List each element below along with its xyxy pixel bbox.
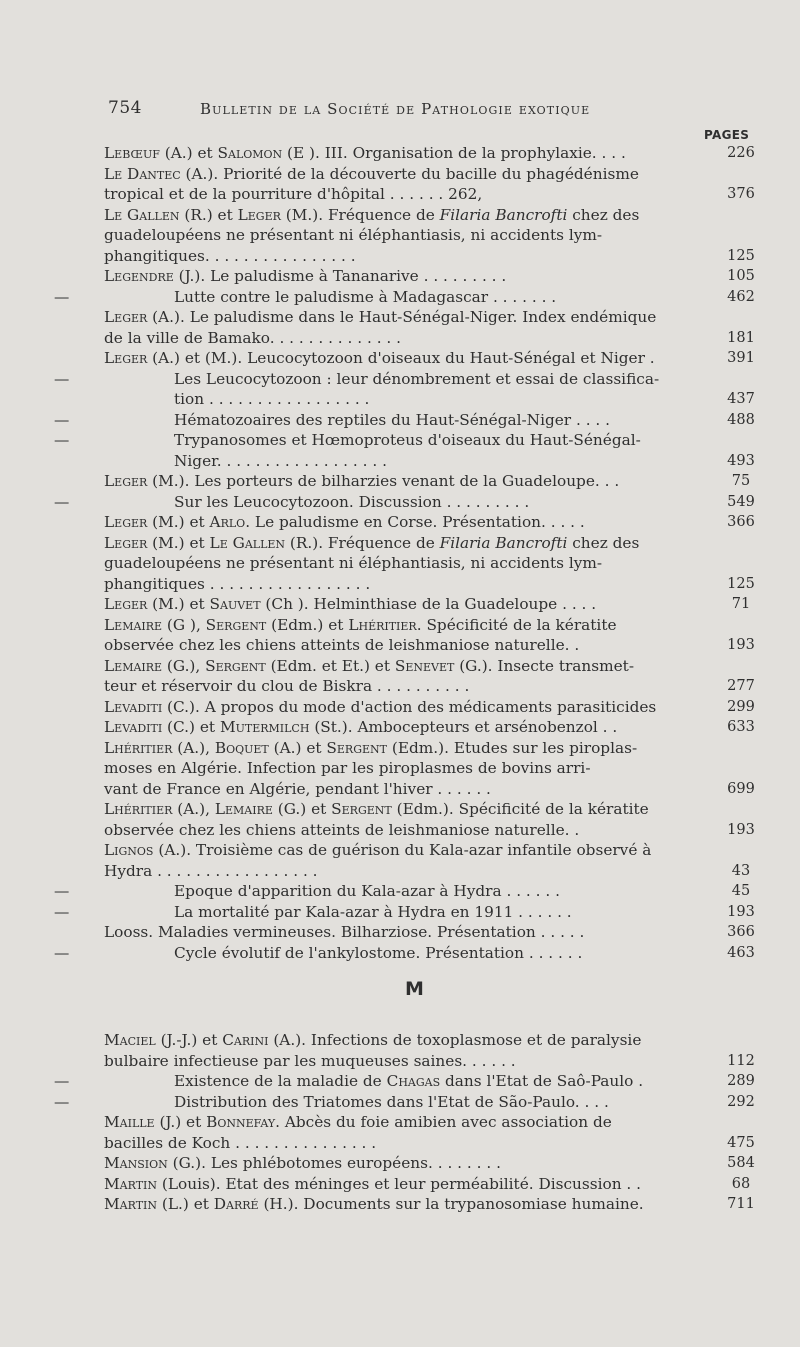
index-entry xyxy=(104,1153,755,1174)
page-reference: 45 xyxy=(731,883,751,899)
running-title: Bulletin de la Société de Pathologie exotique xyxy=(200,100,591,118)
index-entry xyxy=(54,287,755,308)
page-reference: 299 xyxy=(727,698,755,715)
index-entry xyxy=(54,1071,755,1092)
entry-line: Mansion (G.). Les phlébotomes européens. . . . . . . . xyxy=(104,1154,501,1172)
entry-line: tropical et de la pourriture d'hôpital . . . . . . 262, xyxy=(104,185,483,203)
index-entry xyxy=(104,697,755,718)
index-list-l xyxy=(54,143,755,963)
page-reference: 549 xyxy=(727,493,755,510)
entry-line: tion . . . . . . . . . . . . . . . . . xyxy=(174,390,370,408)
section-letter-m: M xyxy=(405,978,424,1000)
index-entry xyxy=(104,1030,755,1071)
entry-line: Lhéritier (A.), Lemaire (G.) et Sergent (Edm.). Spécificité de la kératite xyxy=(104,800,649,818)
page-reference: 43 xyxy=(731,862,751,879)
entry-line: Martin (L.) et Darré (H.). Documents sur la trypanosomiase humaine. xyxy=(104,1195,644,1213)
page-reference: 181 xyxy=(727,329,755,346)
page-reference: 289 xyxy=(727,1073,755,1089)
entry-line: moses en Algérie. Infection par les piroplasmes de bovins arri- xyxy=(104,759,591,777)
index-entry xyxy=(104,348,755,369)
entry-line: Leger (A.) et (M.). Leucocytozoon d'oiseaux du Haut-Sénégal et Niger . xyxy=(104,349,655,367)
page-reference: 475 xyxy=(727,1134,755,1151)
page-reference: 391 xyxy=(727,350,755,366)
entry-line: bacilles de Koch . . . . . . . . . . . . . . . xyxy=(104,1133,377,1152)
index-entry xyxy=(54,369,755,410)
page-reference: 488 xyxy=(727,411,755,428)
entry-line: Trypanosomes et Hœmoproteus d'oiseaux du Haut-Sénégal- xyxy=(174,431,641,449)
page-reference: 68 xyxy=(731,1175,751,1192)
index-entry xyxy=(104,738,755,800)
page-reference: 277 xyxy=(727,678,755,694)
entry-line: Maille (J.) et Bonnefay. Abcès du foie amibien avec association de xyxy=(104,1113,612,1131)
index-entry xyxy=(104,471,751,492)
page-reference: 437 xyxy=(727,391,755,407)
page-reference: 125 xyxy=(727,247,755,264)
page-reference: 193 xyxy=(727,821,755,838)
pages-column-label: PAGES xyxy=(704,128,750,142)
page-reference: 292 xyxy=(727,1093,755,1110)
entry-line: guadeloupéens ne présentant ni éléphantiasis, ni accidents lym- xyxy=(104,226,603,244)
index-entry xyxy=(104,1112,755,1153)
entry-line: Les Leucocytozoon : leur dénombrement et essai de classifica- xyxy=(174,369,660,388)
entry-line: Hématozoaires des reptiles du Haut-Sénégal-Niger . . . . xyxy=(174,410,611,429)
entry-line: de la ville de Bamako. . . . . . . . . . . . . . xyxy=(104,328,402,347)
page-reference: 125 xyxy=(727,575,755,592)
ditto-dash: — xyxy=(54,1092,70,1111)
page-reference: 493 xyxy=(727,452,755,469)
page-reference: 226 xyxy=(727,145,755,161)
ditto-dash: — xyxy=(54,431,70,449)
entry-line: Levaditi (C.). A propos du mode d'action des médicaments parasiticides xyxy=(104,697,657,716)
ditto-dash: — xyxy=(54,287,70,306)
entry-line: vant de France en Algérie, pendant l'hiver . . . . . . xyxy=(104,779,491,798)
entry-line: Leger (M.) et Le Gallen (R.). Fréquence de Filaria Bancrofti chez des xyxy=(104,533,640,552)
ditto-dash: — xyxy=(54,882,70,900)
entry-line: Levaditi (C.) et Mutermilch (St.). Ambocepteurs et arsénobenzol . . xyxy=(104,718,618,736)
entry-line: Le Dantec (A.). Priorité de la découverte du bacille du phagédénisme xyxy=(104,164,639,183)
index-entry xyxy=(54,1092,755,1113)
page-reference: 633 xyxy=(727,719,755,735)
page-reference: 462 xyxy=(727,288,755,305)
page-reference: 463 xyxy=(727,944,755,961)
entry-line: Lignos (A.). Troisième cas de guérison du Kala-azar infantile observé à xyxy=(104,841,652,859)
entry-line: teur et réservoir du clou de Biskra . . . . . . . . . . xyxy=(104,677,470,695)
entry-line: observée chez les chiens atteints de leishmaniose naturelle. . xyxy=(104,636,580,654)
index-entry xyxy=(104,840,751,881)
ditto-dash: — xyxy=(54,410,70,429)
index-entry xyxy=(54,410,755,431)
index-entry xyxy=(104,533,755,595)
index-entry xyxy=(104,307,755,348)
entry-line: Le Gallen (R.) et Leger (M.). Fréquence de Filaria Bancrofti chez des xyxy=(104,205,640,224)
index-entry xyxy=(104,717,755,738)
page-header xyxy=(108,98,688,128)
entry-line: Lemaire (G ), Sergent (Edm.) et Lhéritier. Spécificité de la kératite xyxy=(104,615,617,634)
ditto-dash: — xyxy=(54,369,70,388)
index-entry xyxy=(104,512,755,533)
entry-line: Cycle évolutif de l'ankylostome. Présentation . . . . . . xyxy=(174,943,583,962)
index-entry xyxy=(54,430,755,471)
index-entry xyxy=(104,922,755,943)
page-reference: 112 xyxy=(727,1052,755,1069)
index-entry xyxy=(104,594,751,615)
entry-line: Niger. . . . . . . . . . . . . . . . . . xyxy=(174,451,387,470)
page-reference: 699 xyxy=(727,780,755,797)
entry-line: Leger (M.) et Sauvet (Ch ). Helminthiase de la Guadeloupe . . . . xyxy=(104,595,597,613)
index-entry xyxy=(104,164,755,205)
index-entry xyxy=(54,943,755,964)
page-reference: 105 xyxy=(727,268,755,284)
page-reference: 193 xyxy=(727,637,755,653)
ditto-dash: — xyxy=(54,902,70,921)
index-entry xyxy=(104,1174,751,1195)
index-entry xyxy=(104,656,755,697)
page-number: 754 xyxy=(108,98,142,118)
entry-line: Martin (Louis). Etat des méninges et leur perméabilité. Discussion . . xyxy=(104,1174,642,1193)
entry-line: phangitiques . . . . . . . . . . . . . . . . . xyxy=(104,574,371,593)
entry-line: Looss. Maladies vermineuses. Bilharziose. Présentation . . . . . xyxy=(104,923,585,941)
page-reference: 376 xyxy=(727,186,755,202)
entry-line: Leger (A.). Le paludisme dans le Haut-Sénégal-Niger. Index endémique xyxy=(104,308,657,326)
ditto-dash: — xyxy=(54,1072,70,1090)
entry-line: Lutte contre le paludisme à Madagascar . . . . . . . xyxy=(174,287,557,306)
ditto-dash: — xyxy=(54,943,70,962)
page-reference: 71 xyxy=(731,596,751,612)
index-entry xyxy=(104,143,755,164)
page-reference: 584 xyxy=(727,1155,755,1171)
page-reference: 366 xyxy=(727,924,755,940)
entry-line: bulbaire infectieuse par les muqueuses saines. . . . . . xyxy=(104,1051,516,1070)
entry-line: Distribution des Triatomes dans l'Etat de São-Paulo. . . . xyxy=(174,1092,609,1111)
index-list-m xyxy=(54,1030,755,1215)
entry-line: Leger (M.). Les porteurs de bilharzies venant de la Guadeloupe. . . xyxy=(104,472,620,490)
entry-line: Epoque d'apparition du Kala-azar à Hydra . . . . . . xyxy=(174,882,560,900)
entry-line: Existence de la maladie de Chagas dans l'Etat de Saô-Paulo . xyxy=(174,1072,644,1090)
index-entry xyxy=(54,492,755,513)
index-entry xyxy=(54,881,751,902)
index-entry xyxy=(104,1194,755,1215)
index-entry xyxy=(104,799,755,840)
entry-line: observée chez les chiens atteints de leishmaniose naturelle. . xyxy=(104,820,580,839)
entry-line: phangitiques. . . . . . . . . . . . . . . . xyxy=(104,246,356,265)
index-entry xyxy=(104,205,755,267)
page-reference: 711 xyxy=(727,1196,755,1212)
entry-line: Lemaire (G.), Sergent (Edm. et Et.) et Senevet (G.). Insecte transmet- xyxy=(104,656,634,675)
entry-line: Lhéritier (A.), Boquet (A.) et Sergent (Edm.). Etudes sur les piroplas- xyxy=(104,738,638,757)
index-entry xyxy=(104,615,755,656)
page-reference: 75 xyxy=(731,473,751,489)
entry-line: Sur les Leucocytozoon. Discussion . . . . . . . . . xyxy=(174,492,530,511)
index-entry xyxy=(54,902,755,923)
page-reference: 193 xyxy=(727,903,755,920)
entry-line: Legendre (J.). Le paludisme à Tananarive . . . . . . . . . xyxy=(104,267,507,285)
entry-line: La mortalité par Kala-azar à Hydra en 1911 . . . . . . xyxy=(174,902,572,921)
entry-line: guadeloupéens ne présentant ni éléphantiasis, ni accidents lym- xyxy=(104,554,603,572)
index-entry xyxy=(104,266,755,287)
page-reference: 366 xyxy=(727,514,755,530)
entry-line: Maciel (J.-J.) et Carini (A.). Infections de toxoplasmose et de paralysie xyxy=(104,1031,642,1049)
entry-line: Leger (M.) et Arlo. Le paludisme en Corse. Présentation. . . . . xyxy=(104,513,585,531)
ditto-dash: — xyxy=(54,492,70,511)
entry-line: Lebœuf (A.) et Salomon (E ). III. Organisation de la prophylaxie. . . . xyxy=(104,144,626,162)
entry-line: Hydra . . . . . . . . . . . . . . . . . xyxy=(104,861,318,880)
